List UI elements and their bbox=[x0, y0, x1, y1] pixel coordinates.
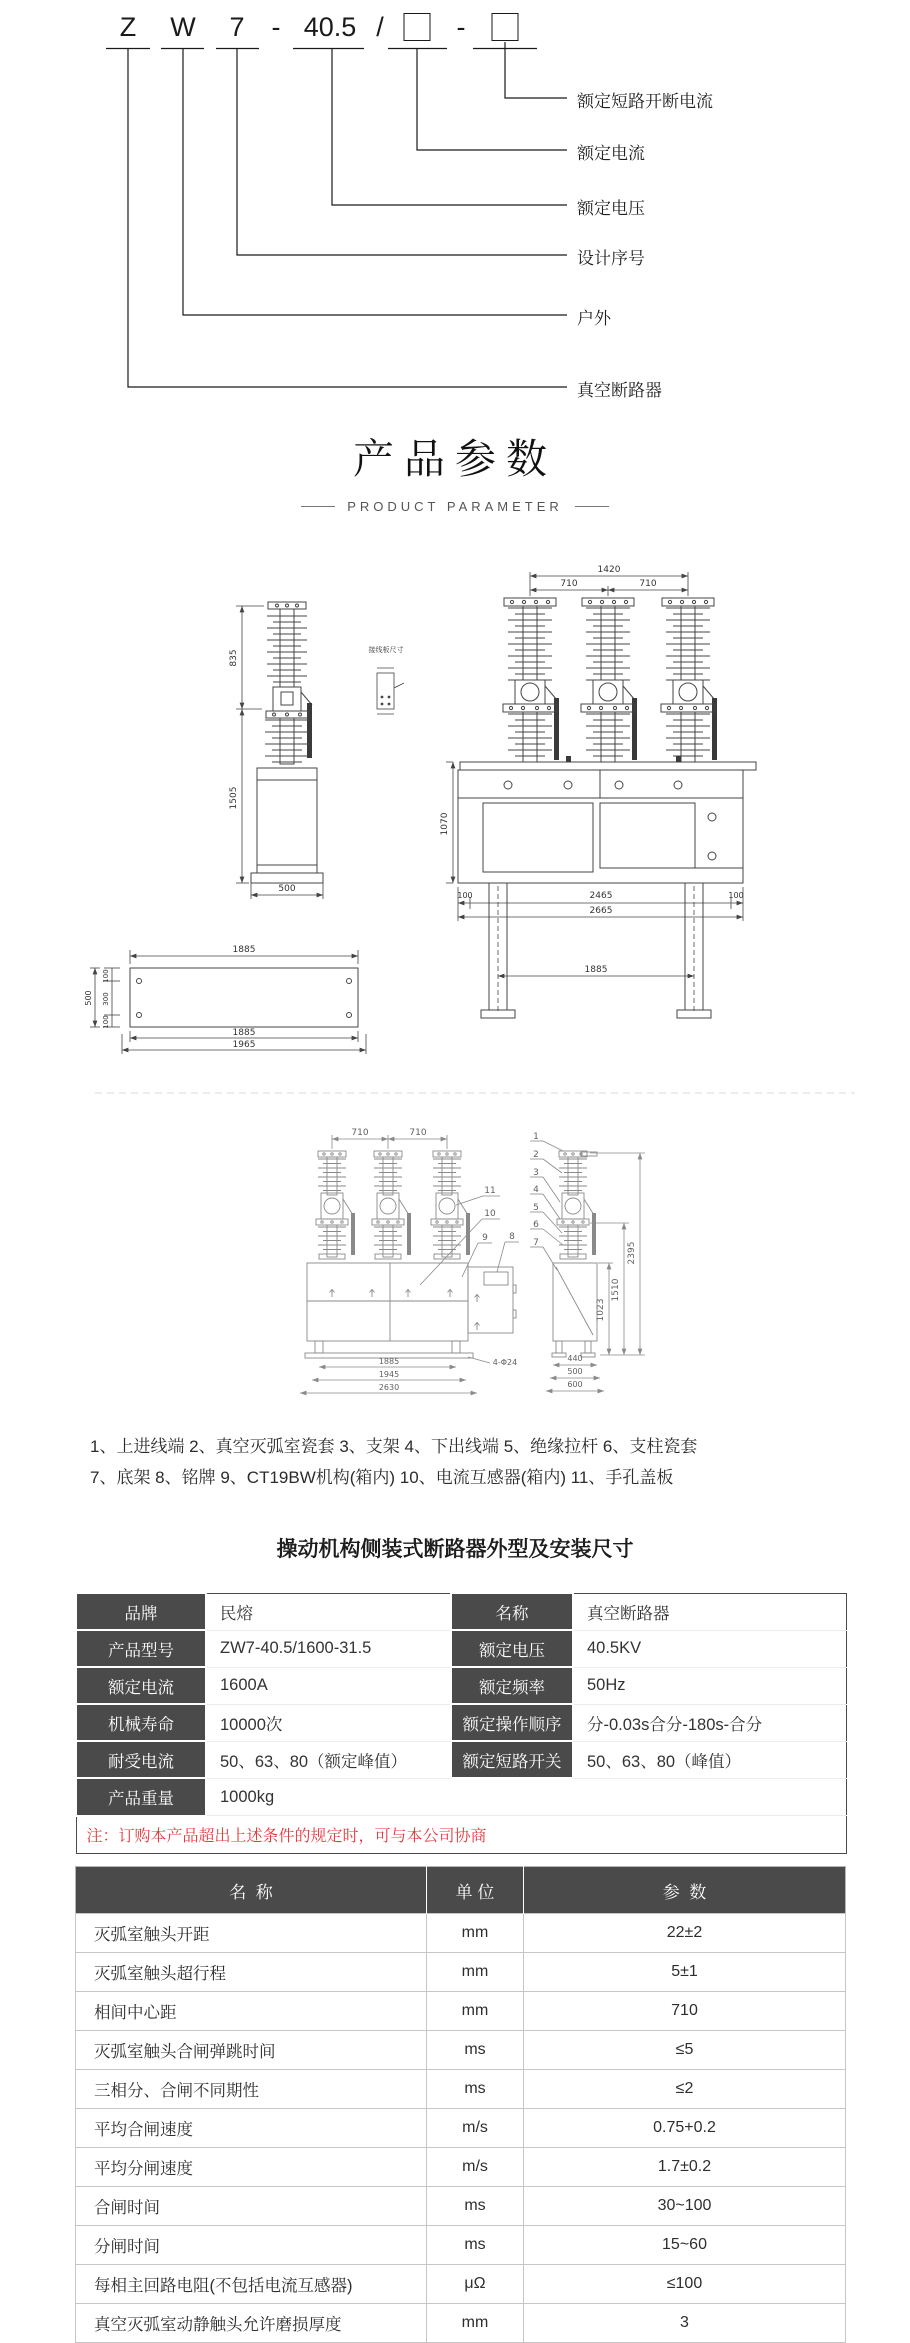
front-view bbox=[446, 572, 756, 1018]
spec-value-weight: 1000kg bbox=[206, 1778, 846, 1816]
spec-value-voltage: 40.5KV bbox=[573, 1630, 846, 1667]
param-value: ≤5 bbox=[524, 2031, 846, 2070]
front-view-2 bbox=[300, 1135, 519, 1393]
param-row-loop-resistance bbox=[76, 2265, 846, 2304]
model-char-w: W bbox=[170, 12, 196, 42]
param-name: 三相分、合闸不同期性 bbox=[76, 2070, 427, 2109]
title-dash-right bbox=[575, 506, 609, 507]
callout-4: 4 bbox=[533, 1185, 539, 1195]
plan-view bbox=[90, 950, 366, 1054]
label-rated-breaking-current: 额定短路开断电流 bbox=[577, 92, 713, 111]
title-dash-left bbox=[301, 506, 335, 507]
d2-bolt-note-label: 4-Φ24 bbox=[492, 1358, 518, 1367]
param-value: 3 bbox=[524, 2304, 846, 2343]
params-header-value: 参 数 bbox=[524, 1867, 846, 1914]
label-rated-current: 额定电流 bbox=[577, 144, 645, 163]
spec-label-voltage: 额定电压 bbox=[451, 1630, 573, 1667]
spec-value-name: 真空断路器 bbox=[573, 1593, 846, 1630]
spec-label-name: 名称 bbox=[451, 1593, 573, 1630]
param-value: 0.75+0.2 bbox=[524, 2109, 846, 2148]
param-name: 灭弧室触头开距 bbox=[76, 1914, 427, 1953]
param-row-asynchrony bbox=[76, 2070, 846, 2109]
dim-710b-label: 710 bbox=[639, 579, 657, 589]
dim-2665-label: 2665 bbox=[589, 906, 613, 916]
dim-1885-legs-label: 1885 bbox=[584, 965, 608, 975]
dim-100a-label: 100 bbox=[457, 891, 473, 900]
spec-label-life: 机械寿命 bbox=[76, 1704, 206, 1741]
model-dash-1: - bbox=[271, 12, 281, 42]
terminal-plate-detail bbox=[377, 668, 404, 714]
parts-list-line-1: 1、上进线端 2、真空灭弧室瓷套 3、支架 4、下出线端 5、绝缘拉杆 6、支柱瓷套 bbox=[90, 1437, 698, 1456]
page-subtitle: PRODUCT PARAMETER bbox=[347, 499, 563, 514]
spec-value-withstand: 50、63、80（额定峰值） bbox=[206, 1741, 451, 1778]
d2-dim-710b-label: 710 bbox=[409, 1128, 427, 1138]
param-name: 相间中心距 bbox=[76, 1992, 427, 2031]
d2-dim-2630-label: 2630 bbox=[378, 1383, 400, 1392]
d2-dim-1945-label: 1945 bbox=[378, 1370, 400, 1379]
d2-dim-710a-label: 710 bbox=[351, 1128, 369, 1138]
dim-835-label: 835 bbox=[229, 649, 239, 667]
callout-10: 10 bbox=[484, 1209, 496, 1219]
callout-9: 9 bbox=[482, 1233, 488, 1243]
install-heading: 操动机构侧装式断路器外型及安装尺寸 bbox=[276, 1538, 634, 1561]
param-value: 22±2 bbox=[524, 1914, 846, 1953]
spec-row-brand bbox=[76, 1593, 846, 1630]
plan-dim-100b-label: 100 bbox=[102, 1015, 110, 1029]
plan-dim-300-label: 300 bbox=[102, 992, 110, 1006]
param-value: ≤100 bbox=[524, 2265, 846, 2304]
callout-6: 6 bbox=[533, 1220, 539, 1230]
plan-dim-500-label: 500 bbox=[84, 990, 93, 1006]
dim-100b-label: 100 bbox=[728, 891, 744, 900]
param-row-closing-time bbox=[76, 2187, 846, 2226]
spec-value-brand: 民熔 bbox=[206, 1593, 451, 1630]
model-voltage: 40.5 bbox=[303, 12, 357, 42]
spec-value-short-circuit: 50、63、80（峰值） bbox=[573, 1741, 846, 1778]
page-title: 产品参数 bbox=[353, 436, 557, 482]
param-unit: mm bbox=[427, 1992, 524, 2031]
params-header-row bbox=[76, 1867, 846, 1914]
parts-list bbox=[90, 1431, 850, 1493]
label-vacuum-breaker: 真空断路器 bbox=[577, 381, 662, 400]
param-row-closing-speed bbox=[76, 2109, 846, 2148]
model-dash-2: - bbox=[456, 12, 466, 42]
spec-note: 注：订购本产品超出上述条件的规定时，可与本公司协商 bbox=[76, 1816, 846, 1854]
param-row-overtravel bbox=[76, 1953, 846, 1992]
model-char-z: Z bbox=[119, 12, 137, 42]
spec-label-withstand: 耐受电流 bbox=[76, 1741, 206, 1778]
param-value: 15~60 bbox=[524, 2226, 846, 2265]
d2-dim-500-label: 500 bbox=[567, 1367, 583, 1376]
model-designation-diagram bbox=[0, 0, 910, 400]
spec-value-sequence: 分-0.03s合分-180s-合分 bbox=[573, 1704, 846, 1741]
dim-500-label: 500 bbox=[278, 884, 296, 894]
label-design-serial: 设计序号 bbox=[577, 249, 645, 268]
param-unit: m/s bbox=[427, 2109, 524, 2148]
spec-label-weight: 产品重量 bbox=[76, 1778, 206, 1816]
param-unit: mm bbox=[427, 1953, 524, 1992]
dim-1070-label: 1070 bbox=[440, 812, 450, 836]
param-value: 1.7±0.2 bbox=[524, 2148, 846, 2187]
spec-table bbox=[75, 1592, 847, 1854]
spec-row-weight bbox=[76, 1778, 846, 1816]
spec-row-life bbox=[76, 1704, 846, 1741]
model-connector-lines bbox=[0, 0, 910, 400]
outline-drawing-side-mounted bbox=[0, 1105, 910, 1405]
label-rated-voltage: 额定电压 bbox=[577, 199, 645, 218]
param-row-contact-gap bbox=[76, 1914, 846, 1953]
dim-710a-label: 710 bbox=[560, 579, 578, 589]
spec-value-model: ZW7-40.5/1600-31.5 bbox=[206, 1630, 451, 1667]
side-view-2 bbox=[530, 1141, 645, 1391]
param-value: ≤2 bbox=[524, 2070, 846, 2109]
plan-dim-1885-top-label: 1885 bbox=[232, 945, 256, 955]
param-row-bounce-time bbox=[76, 2031, 846, 2070]
spec-label-current: 额定电流 bbox=[76, 1667, 206, 1704]
spec-value-frequency: 50Hz bbox=[573, 1667, 846, 1704]
spec-row-model bbox=[76, 1630, 846, 1667]
side-view bbox=[236, 602, 323, 899]
spec-value-life: 10000次 bbox=[206, 1704, 451, 1741]
plan-dim-1885-label: 1885 bbox=[232, 1028, 256, 1038]
spec-label-short-circuit: 额定短路开关 bbox=[451, 1741, 573, 1778]
plan-dim-1965-label: 1965 bbox=[232, 1040, 256, 1050]
param-unit: ms bbox=[427, 2070, 524, 2109]
param-unit: m/s bbox=[427, 2148, 524, 2187]
param-name: 合闸时间 bbox=[76, 2187, 427, 2226]
outline-drawing-installation bbox=[0, 540, 910, 1100]
param-row-wear-thickness bbox=[76, 2304, 846, 2343]
param-value: 5±1 bbox=[524, 1953, 846, 1992]
label-outdoor: 户外 bbox=[577, 309, 611, 328]
param-name: 真空灭弧室动静触头允许磨损厚度 bbox=[76, 2304, 427, 2343]
dim-1505-label: 1505 bbox=[229, 786, 239, 810]
dim-1420-label: 1420 bbox=[597, 565, 621, 575]
plan-dim-100a-label: 100 bbox=[102, 969, 110, 983]
param-unit: μΩ bbox=[427, 2265, 524, 2304]
spec-label-frequency: 额定频率 bbox=[451, 1667, 573, 1704]
params-header-name: 名 称 bbox=[76, 1867, 427, 1914]
spec-value-current: 1600A bbox=[206, 1667, 451, 1704]
model-blank-box-2 bbox=[492, 13, 519, 41]
spec-row-withstand bbox=[76, 1741, 846, 1778]
spec-label-brand: 品牌 bbox=[76, 1593, 206, 1630]
param-name: 平均分闸速度 bbox=[76, 2148, 427, 2187]
d2-dim-1510-label: 1510 bbox=[611, 1278, 621, 1302]
params-table bbox=[75, 1866, 846, 2343]
callout-8: 8 bbox=[509, 1232, 515, 1242]
param-unit: ms bbox=[427, 2031, 524, 2070]
spec-label-model: 产品型号 bbox=[76, 1630, 206, 1667]
param-unit: mm bbox=[427, 1914, 524, 1953]
param-name: 平均合闸速度 bbox=[76, 2109, 427, 2148]
model-blank-box-1 bbox=[404, 13, 431, 41]
spec-label-sequence: 额定操作顺序 bbox=[451, 1704, 573, 1741]
spec-note-row bbox=[76, 1816, 846, 1854]
callout-5: 5 bbox=[533, 1203, 539, 1213]
param-row-opening-time bbox=[76, 2226, 846, 2265]
param-unit: ms bbox=[427, 2187, 524, 2226]
callout-11: 11 bbox=[484, 1186, 496, 1196]
param-unit: ms bbox=[427, 2226, 524, 2265]
param-name: 分闸时间 bbox=[76, 2226, 427, 2265]
params-header-unit: 单 位 bbox=[427, 1867, 524, 1914]
d2-dim-2395-label: 2395 bbox=[627, 1241, 637, 1265]
callout-3: 3 bbox=[533, 1168, 539, 1178]
terminal-plate-label: 接线板尺寸 bbox=[368, 646, 404, 654]
dim-2465-label: 2465 bbox=[589, 891, 613, 901]
callout-1: 1 bbox=[533, 1132, 539, 1142]
d2-dim-600-label: 600 bbox=[567, 1380, 583, 1389]
param-name: 灭弧室触头超行程 bbox=[76, 1953, 427, 1992]
param-value: 30~100 bbox=[524, 2187, 846, 2226]
model-char-7: 7 bbox=[229, 12, 245, 42]
param-value: 710 bbox=[524, 1992, 846, 2031]
param-row-opening-speed bbox=[76, 2148, 846, 2187]
callout-7: 7 bbox=[533, 1238, 539, 1248]
d2-dim-440-label: 440 bbox=[567, 1354, 583, 1363]
param-row-phase-distance bbox=[76, 1992, 846, 2031]
d2-dim-1023-label: 1023 bbox=[596, 1298, 606, 1322]
d2-dim-1885-label: 1885 bbox=[378, 1357, 400, 1366]
param-name: 每相主回路电阻(不包括电流互感器) bbox=[76, 2265, 427, 2304]
param-unit: mm bbox=[427, 2304, 524, 2343]
param-name: 灭弧室触头合闸弹跳时间 bbox=[76, 2031, 427, 2070]
parts-list-line-2: 7、底架 8、铭牌 9、CT19BW机构(箱内) 10、电流互感器(箱内) 11、手孔盖板 bbox=[90, 1468, 674, 1487]
spec-row-current bbox=[76, 1667, 846, 1704]
model-slash: / bbox=[376, 12, 384, 42]
callout-2: 2 bbox=[533, 1150, 539, 1160]
section-header bbox=[0, 426, 910, 514]
